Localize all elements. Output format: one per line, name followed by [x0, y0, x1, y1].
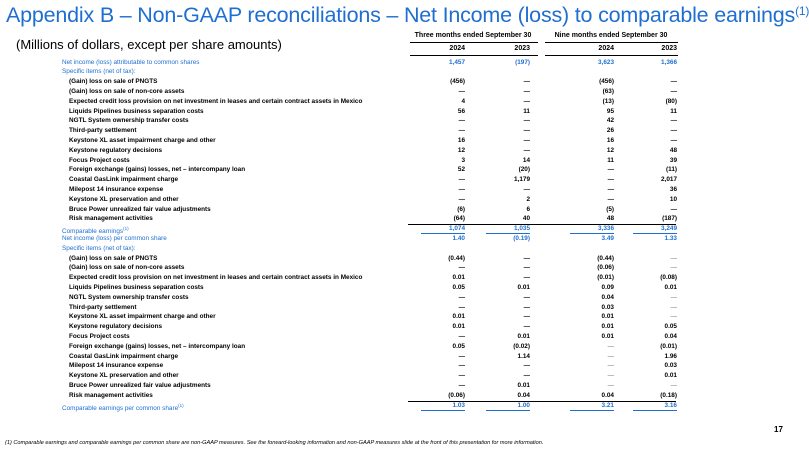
- row-label: [69, 195, 179, 204]
- cell-value: 42: [606, 117, 614, 125]
- year-header: 2024: [449, 45, 465, 52]
- cell-value: 0.01: [664, 372, 677, 380]
- table-row: [0, 342, 800, 351]
- cell-value: (456): [450, 78, 465, 86]
- cell-value: (0.18): [660, 391, 677, 399]
- cell-value: —: [458, 195, 465, 203]
- cell-value: 0.05: [452, 342, 465, 350]
- row-label: [69, 214, 153, 223]
- cell-value: —: [458, 381, 465, 389]
- row-label-text: Keystone XL asset impairment charge and other: [69, 313, 216, 321]
- cell-value: 0.01: [601, 313, 614, 321]
- cell-value: 3.21: [570, 401, 614, 411]
- table-row: [0, 175, 800, 184]
- cell-value: —: [523, 313, 530, 321]
- row-label: [69, 352, 178, 361]
- cell-value: —: [458, 117, 465, 125]
- row-label: [69, 165, 245, 174]
- cell-value: 0.05: [664, 323, 677, 331]
- cell-value: 1,366: [661, 58, 677, 66]
- cell-value: —: [607, 176, 614, 184]
- cell-value: (0.01): [597, 274, 614, 282]
- cell-value: 14: [522, 156, 530, 164]
- cell-value: —: [523, 254, 530, 262]
- cell-value: —: [523, 185, 530, 193]
- column-group-three-months: Three months ended September 30: [414, 32, 532, 39]
- row-label: [69, 107, 204, 116]
- cell-value: —: [458, 372, 465, 380]
- cell-value: —: [523, 372, 530, 380]
- table-row: [0, 361, 800, 370]
- cell-value: 11: [670, 107, 677, 115]
- row-label: [69, 303, 136, 312]
- table-row: [0, 381, 800, 390]
- cell-value: —: [523, 136, 530, 144]
- cell-value: —: [523, 87, 530, 95]
- cell-value: 0.01: [517, 332, 530, 340]
- row-label: [69, 273, 362, 282]
- cell-value: —: [458, 176, 465, 184]
- table-row: [0, 322, 800, 331]
- row-label-text: Net income (loss) per common share: [62, 234, 167, 242]
- cell-value: 0.01: [601, 323, 614, 331]
- cell-value: —: [607, 352, 614, 360]
- row-label-text: Comparable earnings: [62, 228, 124, 236]
- row-label-text: (Gain) loss on sale of non-core assets: [69, 264, 185, 272]
- footnote-marker: (1): [123, 226, 129, 232]
- row-label-text: Expected credit loss provision on net investment in leases and certain contract assets in Mexico: [69, 274, 363, 282]
- table-row: [0, 116, 800, 125]
- cell-value: 0.01: [452, 323, 465, 331]
- table-row: [0, 224, 800, 236]
- page-title: Appendix B – Non-GAAP reconciliations – Net Income (loss) to comparable earnings$^{(1)}$: [6, 3, 809, 27]
- row-label-text: Milepost 14 insurance expense: [69, 362, 164, 370]
- row-label: [69, 381, 211, 390]
- cell-value: —: [458, 185, 465, 193]
- cell-value: 1,035: [486, 224, 530, 234]
- row-label: [69, 175, 178, 184]
- table-row: [0, 312, 800, 321]
- cell-value: 0.01: [452, 313, 465, 321]
- row-label-text: Third-party settlement: [69, 127, 137, 135]
- cell-value: 0.01: [517, 381, 530, 389]
- cell-value: (64): [453, 215, 465, 223]
- row-label-text: Liquids Pipelines business separation costs: [69, 107, 204, 115]
- cell-value: —: [458, 127, 465, 135]
- cell-value: 1,179: [514, 176, 530, 184]
- cell-value: (0.06): [448, 391, 465, 399]
- cell-value: 1.14: [517, 352, 530, 360]
- row-label-text: Risk management activities: [69, 391, 153, 399]
- cell-value: (187): [662, 215, 677, 223]
- cell-value: —: [458, 293, 465, 301]
- cell-value: 40: [522, 215, 530, 223]
- cell-value: 3: [461, 156, 465, 164]
- cell-value: 52: [457, 166, 465, 174]
- cell-value: —: [607, 185, 614, 193]
- row-label: [69, 136, 216, 145]
- row-label: [69, 342, 245, 351]
- table-row: [0, 234, 800, 243]
- cell-value: 1.33: [664, 234, 677, 242]
- cell-value: (13): [602, 97, 614, 105]
- cell-value: 6: [526, 205, 530, 213]
- cell-value: —: [523, 293, 530, 301]
- cell-value: —: [458, 362, 465, 370]
- page-subtitle: (Millions of dollars, except per share amounts): [16, 37, 282, 52]
- cell-value: —: [523, 303, 530, 311]
- table-row: [0, 283, 800, 292]
- row-label: [69, 361, 163, 370]
- cell-value: (456): [599, 78, 614, 86]
- footnote-marker: (1): [178, 402, 184, 408]
- cell-value: 3.49: [601, 234, 614, 242]
- table-row: [0, 195, 800, 204]
- cell-value: (6): [457, 205, 465, 213]
- row-label: [69, 156, 130, 165]
- row-label: [69, 87, 184, 96]
- cell-value: —: [523, 274, 530, 282]
- row-label-text: Keystone XL preservation and other: [69, 372, 179, 380]
- cell-value: 0.04: [664, 332, 677, 340]
- year-header: 2024: [598, 45, 614, 52]
- cell-value: 56: [457, 107, 465, 115]
- row-label-text: Keystone XL asset impairment charge and other: [69, 136, 216, 144]
- table-row: [0, 165, 800, 174]
- row-label: [69, 293, 189, 302]
- cell-value: (0.44): [448, 254, 465, 262]
- cell-value: 0.01: [452, 274, 465, 282]
- row-label: [69, 254, 157, 263]
- table-row: [0, 185, 800, 194]
- row-label-text: Foreign exchange (gains) losses, net – intercompany loan: [69, 166, 246, 174]
- cell-value: 0.09: [601, 283, 614, 291]
- cell-value: 95: [606, 107, 614, 115]
- cell-value: 0.01: [601, 332, 614, 340]
- title-footnote-marker: (1): [795, 4, 809, 18]
- table-row: [0, 146, 800, 155]
- row-label-text: Coastal GasLink impairment charge: [69, 352, 179, 360]
- table-row: [0, 244, 800, 253]
- cell-value: 4: [461, 97, 465, 105]
- cell-value: 0.03: [601, 303, 614, 311]
- cell-value: 11: [523, 107, 530, 115]
- table-row: [0, 352, 800, 361]
- page-number: 17: [774, 425, 783, 434]
- cell-value: 48: [669, 146, 677, 154]
- table-row: [0, 391, 800, 400]
- row-label: [69, 77, 157, 86]
- table-row: [0, 293, 800, 302]
- table-row: [0, 77, 800, 86]
- table-row: [0, 303, 800, 312]
- year-header: 2023: [661, 45, 677, 52]
- cell-value: 16: [606, 136, 614, 144]
- cell-value: —: [670, 254, 677, 262]
- cell-value: 0.05: [452, 283, 465, 291]
- row-label-text: Liquids Pipelines business separation costs: [69, 283, 204, 291]
- cell-value: —: [458, 303, 465, 311]
- table-row: [0, 214, 800, 223]
- row-label-text: Coastal GasLink impairment charge: [69, 176, 179, 184]
- table-row: [0, 107, 800, 116]
- cell-value: (0.06): [597, 264, 614, 272]
- cell-value: 1.00: [486, 401, 530, 411]
- cell-value: —: [523, 264, 530, 272]
- row-label: [69, 126, 136, 135]
- row-label-text: Specific items (net of tax):: [62, 68, 136, 76]
- cell-value: —: [523, 127, 530, 135]
- table-row: [0, 263, 800, 272]
- year-underline: [545, 55, 678, 56]
- cell-value: 48: [606, 215, 614, 223]
- row-label-text: (Gain) loss on sale of PNGTS: [69, 78, 158, 86]
- cell-value: —: [607, 195, 614, 203]
- row-label-text: Focus Project costs: [69, 332, 130, 340]
- cell-value: (5): [606, 205, 614, 213]
- row-label-text: Keystone regulatory decisions: [69, 146, 163, 154]
- row-label: [62, 244, 136, 253]
- table-row: [0, 58, 800, 67]
- table-row: [0, 401, 800, 410]
- row-label: [69, 332, 130, 341]
- cell-value: —: [523, 323, 530, 331]
- row-label-text: Specific items (net of tax):: [62, 244, 136, 252]
- footnote: (1) Comparable earnings and comparable earnings per common share are non-GAAP measures. See the forward-looking information and non-GAAP measures slide at the front of this presentation for more information.: [5, 440, 544, 446]
- row-label-text: Keystone regulatory decisions: [69, 323, 163, 331]
- cell-value: —: [670, 117, 677, 125]
- cell-value: —: [607, 372, 614, 380]
- row-label-text: Bruce Power unrealized fair value adjustments: [69, 381, 211, 389]
- cell-value: —: [458, 264, 465, 272]
- year-underline: [410, 55, 538, 56]
- cell-value: 36: [669, 185, 677, 193]
- cell-value: 2: [526, 195, 530, 203]
- row-label-text: Comparable earnings per common share: [62, 404, 179, 412]
- cell-value: 3,249: [633, 224, 677, 234]
- cell-value: 0.01: [517, 283, 530, 291]
- cell-value: 16: [457, 136, 465, 144]
- cell-value: 12: [606, 146, 614, 154]
- group-underline: [545, 42, 678, 43]
- cell-value: (0.01): [660, 342, 677, 350]
- row-label-text: Risk management activities: [69, 215, 153, 223]
- cell-value: —: [670, 303, 677, 311]
- row-label-text: Milepost 14 insurance expense: [69, 185, 164, 193]
- row-label: [69, 312, 216, 321]
- cell-value: —: [523, 117, 530, 125]
- cell-value: —: [607, 166, 614, 174]
- row-label-text: NGTL System ownership transfer costs: [69, 293, 189, 301]
- cell-value: —: [670, 127, 677, 135]
- row-label: [62, 58, 199, 67]
- row-label-text: Keystone XL preservation and other: [69, 195, 179, 203]
- year-header: 2023: [514, 45, 530, 52]
- row-label: [69, 283, 204, 292]
- table-row: [0, 126, 800, 135]
- cell-value: (0.08): [660, 274, 677, 282]
- table-row: [0, 67, 800, 76]
- row-label: [69, 263, 184, 272]
- cell-value: 11: [607, 156, 614, 164]
- cell-value: —: [458, 332, 465, 340]
- cell-value: 0.04: [517, 391, 530, 399]
- row-label: [62, 234, 167, 243]
- table-row: [0, 273, 800, 282]
- cell-value: 3,336: [570, 224, 614, 234]
- cell-value: —: [523, 97, 530, 105]
- row-label-text: Bruce Power unrealized fair value adjustments: [69, 205, 211, 213]
- cell-value: (0.19): [513, 234, 530, 242]
- cell-value: (0.02): [513, 342, 530, 350]
- row-label-text: NGTL System ownership transfer costs: [69, 117, 189, 125]
- cell-value: 1,457: [449, 58, 465, 66]
- table-row: [0, 205, 800, 214]
- cell-value: —: [458, 87, 465, 95]
- cell-value: —: [670, 264, 677, 272]
- cell-value: 26: [606, 127, 614, 135]
- cell-value: 39: [669, 156, 677, 164]
- table-row: [0, 97, 800, 106]
- row-label-text: Focus Project costs: [69, 156, 130, 164]
- cell-value: —: [670, 87, 677, 95]
- row-label: [69, 97, 362, 106]
- cell-value: 12: [457, 146, 465, 154]
- cell-value: 3.16: [633, 401, 677, 411]
- cell-value: (0.44): [597, 254, 614, 262]
- row-label-text: Foreign exchange (gains) losses, net – intercompany loan: [69, 342, 246, 350]
- row-label: [62, 401, 184, 413]
- table-row: [0, 332, 800, 341]
- cell-value: —: [670, 381, 677, 389]
- cell-value: 10: [669, 195, 677, 203]
- cell-value: —: [670, 205, 677, 213]
- row-label-text: (Gain) loss on sale of non-core assets: [69, 87, 185, 95]
- table-row: [0, 371, 800, 380]
- cell-value: —: [607, 362, 614, 370]
- row-label: [69, 205, 211, 214]
- cell-value: —: [523, 146, 530, 154]
- cell-value: 1,074: [421, 224, 465, 234]
- cell-value: (63): [602, 87, 614, 95]
- table-row: [0, 87, 800, 96]
- row-label: [69, 322, 162, 331]
- cell-value: 0.04: [601, 391, 614, 399]
- cell-value: —: [607, 381, 614, 389]
- cell-value: —: [670, 293, 677, 301]
- cell-value: 1.40: [452, 234, 465, 242]
- table-row: [0, 136, 800, 145]
- cell-value: 0.01: [664, 283, 677, 291]
- column-group-nine-months: Nine months ended September 30: [554, 32, 668, 39]
- row-label: [69, 185, 163, 194]
- cell-value: —: [607, 342, 614, 350]
- row-label: [62, 67, 136, 76]
- row-label-text: (Gain) loss on sale of PNGTS: [69, 254, 158, 262]
- cell-value: —: [670, 313, 677, 321]
- cell-value: (80): [665, 97, 677, 105]
- cell-value: —: [523, 362, 530, 370]
- cell-value: —: [670, 136, 677, 144]
- table-row: [0, 254, 800, 263]
- table-row: [0, 156, 800, 165]
- cell-value: —: [670, 78, 677, 86]
- group-underline: [410, 42, 538, 43]
- cell-value: 0.03: [664, 362, 677, 370]
- cell-value: (11): [665, 166, 677, 174]
- row-label: [69, 371, 179, 380]
- cell-value: (197): [515, 58, 530, 66]
- cell-value: 2,017: [661, 176, 677, 184]
- cell-value: 0.04: [601, 293, 614, 301]
- cell-value: (20): [518, 166, 530, 174]
- row-label-text: Expected credit loss provision on net investment in leases and certain contract assets in Mexico: [69, 97, 363, 105]
- row-label: [69, 391, 153, 400]
- row-label: [69, 146, 162, 155]
- row-label-text: Net income (loss) attributable to common shares: [62, 58, 200, 66]
- cell-value: 1.96: [664, 352, 677, 360]
- cell-value: —: [458, 352, 465, 360]
- cell-value: —: [523, 78, 530, 86]
- row-label-text: Third-party settlement: [69, 303, 137, 311]
- row-label: [69, 116, 189, 125]
- cell-value: 3,623: [598, 58, 614, 66]
- cell-value: 1.03: [421, 401, 465, 411]
